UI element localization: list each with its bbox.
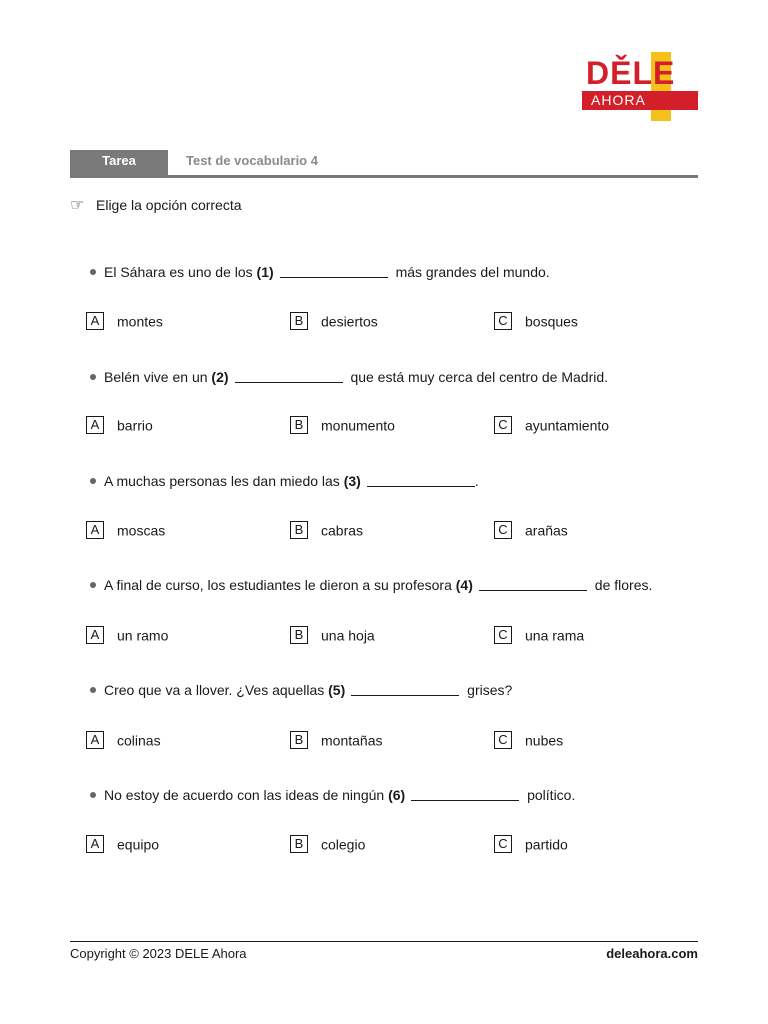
option-letter-box[interactable]: B bbox=[290, 521, 308, 539]
question-text-after: grises? bbox=[467, 682, 513, 698]
footer-rule bbox=[70, 941, 698, 942]
option-b[interactable] bbox=[290, 415, 395, 435]
copyright-text: Copyright © 2023 DELE Ahora bbox=[70, 946, 247, 961]
question-text-before: Belén vive en un bbox=[104, 369, 208, 385]
option-label: moscas bbox=[117, 522, 166, 539]
question-number: (1) bbox=[256, 264, 274, 280]
option-label: bosques bbox=[525, 313, 578, 330]
option-label: un ramo bbox=[117, 627, 169, 644]
option-label: montes bbox=[117, 313, 163, 330]
question-text-after: de flores. bbox=[594, 577, 653, 593]
option-c[interactable] bbox=[494, 415, 609, 435]
option-a[interactable] bbox=[86, 625, 168, 645]
question-text-after: que está muy cerca del centro de Madrid. bbox=[350, 369, 609, 385]
question-text-after: más grandes del mundo. bbox=[395, 264, 550, 280]
option-letter-box[interactable]: C bbox=[494, 835, 512, 853]
question-text-after: . bbox=[474, 473, 479, 489]
question-4 bbox=[90, 576, 652, 594]
answer-blank bbox=[411, 787, 519, 801]
option-label: ayuntamiento bbox=[525, 417, 610, 434]
bullet-icon bbox=[90, 687, 96, 693]
option-letter-box[interactable]: A bbox=[86, 521, 104, 539]
question-number: (3) bbox=[343, 473, 361, 489]
option-letter-box[interactable]: B bbox=[290, 835, 308, 853]
option-c[interactable] bbox=[494, 834, 568, 854]
option-label: nubes bbox=[525, 732, 564, 749]
option-letter-box[interactable]: C bbox=[494, 416, 512, 434]
option-a[interactable] bbox=[86, 311, 163, 331]
options-2 bbox=[86, 415, 706, 435]
task-tab: Tarea bbox=[70, 150, 168, 176]
answer-blank bbox=[351, 682, 459, 696]
question-3 bbox=[90, 472, 479, 490]
option-label: montañas bbox=[321, 732, 383, 749]
option-label: una rama bbox=[525, 627, 585, 644]
option-b[interactable] bbox=[290, 730, 382, 750]
answer-blank bbox=[235, 369, 343, 383]
option-c[interactable] bbox=[494, 730, 563, 750]
option-letter-box[interactable]: C bbox=[494, 626, 512, 644]
option-c[interactable] bbox=[494, 625, 584, 645]
task-header bbox=[70, 150, 698, 179]
question-5 bbox=[90, 681, 512, 699]
option-b[interactable] bbox=[290, 311, 378, 331]
option-letter-box[interactable]: C bbox=[494, 521, 512, 539]
option-a[interactable] bbox=[86, 520, 165, 540]
option-letter-box[interactable]: B bbox=[290, 312, 308, 330]
bullet-icon bbox=[90, 374, 96, 380]
option-a[interactable] bbox=[86, 415, 153, 435]
question-1 bbox=[90, 263, 550, 281]
option-label: cabras bbox=[321, 522, 364, 539]
option-label: barrio bbox=[117, 417, 153, 434]
options-4 bbox=[86, 625, 706, 645]
option-label: partido bbox=[525, 836, 568, 853]
answer-blank bbox=[280, 264, 388, 278]
option-b[interactable] bbox=[290, 834, 365, 854]
question-text-before: A muchas personas les dan miedo las bbox=[104, 473, 340, 489]
question-text-after: político. bbox=[527, 787, 576, 803]
options-3 bbox=[86, 520, 706, 540]
option-letter-box[interactable]: C bbox=[494, 312, 512, 330]
question-6 bbox=[90, 786, 575, 804]
option-label: desiertos bbox=[321, 313, 378, 330]
option-letter-box[interactable]: B bbox=[290, 731, 308, 749]
option-label: colegio bbox=[321, 836, 366, 853]
option-letter-box[interactable]: A bbox=[86, 416, 104, 434]
question-number: (2) bbox=[211, 369, 229, 385]
option-letter-box[interactable]: A bbox=[86, 835, 104, 853]
option-c[interactable] bbox=[494, 520, 568, 540]
option-label: equipo bbox=[117, 836, 160, 853]
question-number: (5) bbox=[328, 682, 346, 698]
options-5 bbox=[86, 730, 706, 750]
option-label: una hoja bbox=[321, 627, 375, 644]
option-label: monumento bbox=[321, 417, 395, 434]
option-label: arañas bbox=[525, 522, 568, 539]
option-c[interactable] bbox=[494, 311, 578, 331]
option-letter-box[interactable]: A bbox=[86, 731, 104, 749]
site-link[interactable]: deleahora.com bbox=[606, 946, 698, 961]
question-number: (6) bbox=[388, 787, 406, 803]
option-letter-box[interactable]: B bbox=[290, 626, 308, 644]
dele-ahora-logo bbox=[582, 52, 698, 122]
option-letter-box[interactable]: C bbox=[494, 731, 512, 749]
logo-subtitle: AHORA bbox=[591, 92, 646, 108]
option-letter-box[interactable]: A bbox=[86, 312, 104, 330]
bullet-icon bbox=[90, 582, 96, 588]
question-text-before: No estoy de acuerdo con las ideas de ningún bbox=[104, 787, 385, 803]
instruction-text: Elige la opción correcta bbox=[96, 197, 242, 213]
question-2 bbox=[90, 368, 608, 386]
question-text-before: A final de curso, los estudiantes le dieron a su profesora bbox=[104, 577, 452, 593]
option-a[interactable] bbox=[86, 834, 159, 854]
test-title: Test de vocabulario 4 bbox=[186, 153, 318, 168]
answer-blank bbox=[479, 577, 587, 591]
bullet-icon bbox=[90, 792, 96, 798]
bullet-icon bbox=[90, 269, 96, 275]
instruction bbox=[70, 196, 242, 215]
option-b[interactable] bbox=[290, 520, 363, 540]
answer-blank bbox=[367, 473, 475, 487]
option-b[interactable] bbox=[290, 625, 375, 645]
logo-word: DĚLE bbox=[586, 55, 676, 91]
option-letter-box[interactable]: B bbox=[290, 416, 308, 434]
question-text-before: El Sáhara es uno de los bbox=[104, 264, 253, 280]
option-letter-box[interactable]: A bbox=[86, 626, 104, 644]
option-label: colinas bbox=[117, 732, 161, 749]
question-text-before: Creo que va a llover. ¿Ves aquellas bbox=[104, 682, 325, 698]
option-a[interactable] bbox=[86, 730, 161, 750]
bullet-icon bbox=[90, 478, 96, 484]
options-6 bbox=[86, 834, 706, 854]
header-rule bbox=[70, 175, 698, 178]
pointing-hand-icon: ☞ bbox=[70, 197, 85, 214]
question-number: (4) bbox=[455, 577, 473, 593]
options-1 bbox=[86, 311, 706, 331]
